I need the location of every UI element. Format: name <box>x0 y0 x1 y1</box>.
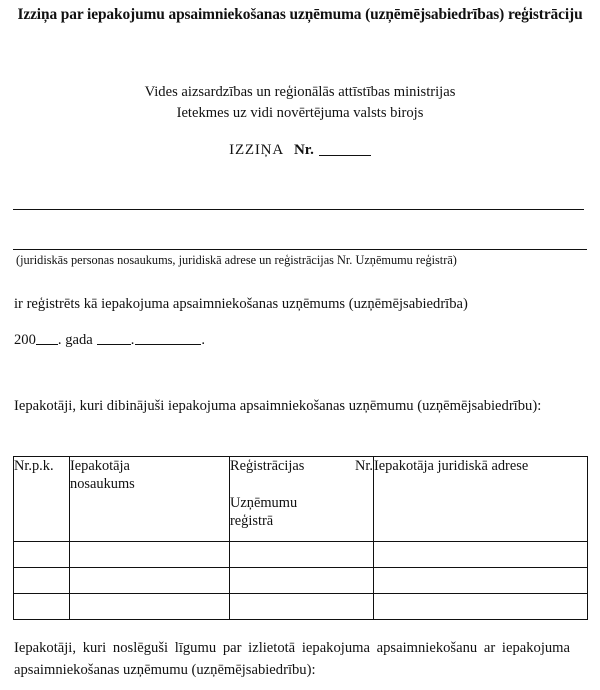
cell-address[interactable] <box>374 542 588 568</box>
cell-name[interactable] <box>70 542 230 568</box>
date-month-input[interactable] <box>135 332 201 345</box>
certificate-number-input[interactable] <box>319 142 371 156</box>
registration-statement: ir reģistrēts kā iepakojuma apsaimniekošanas uzņēmums (uzņēmējsabiedrība) <box>14 296 468 312</box>
table-header-nr: Nr.p.k. <box>14 457 70 542</box>
table-row[interactable] <box>14 542 588 568</box>
certificate-number-label: Nr. <box>293 142 314 158</box>
table-header-reg-line1: Reģistrācijas Nr. <box>230 458 373 474</box>
cell-reg-nr[interactable] <box>230 542 374 568</box>
ministry-block <box>14 82 586 123</box>
cell-nr[interactable] <box>14 568 70 594</box>
entity-fields-caption: (juridiskās personas nosaukums, juridiskā adrese un reģistrācijas Nr. Uzņēmumu reģistrā) <box>16 253 457 267</box>
date-year-input[interactable] <box>36 332 58 345</box>
table-row[interactable] <box>14 594 588 620</box>
founders-section-intro: Iepakotāji, kuri dibinājuši iepakojuma apsaimniekošanas uzņēmumu (uzņēmējsabiedrību): <box>14 398 542 414</box>
cell-address[interactable] <box>374 568 588 594</box>
table-row[interactable] <box>14 568 588 594</box>
date-line <box>14 331 414 351</box>
date-gada-label: . gada <box>57 332 93 348</box>
entity-name-fill-line-1[interactable] <box>13 209 584 210</box>
cell-name[interactable] <box>70 568 230 594</box>
table-header-reg-line3: reģistrā <box>230 513 274 530</box>
table-header-name <box>70 457 230 542</box>
date-separator-dot: . <box>130 332 135 348</box>
page-title: Izziņa par iepakojumu apsaimniekošanas uzņēmuma (uzņēmējsabiedrības) reģistrāciju <box>17 6 583 23</box>
cell-reg-nr[interactable] <box>230 594 374 620</box>
table-header-name-line2: nosaukums <box>70 476 135 493</box>
table-header-reg-line2: Uzņēmumu <box>230 494 298 511</box>
certificate-word: IZZIŅA <box>229 142 284 158</box>
ministry-line-1: Vides aizsardzības un reģionālās attīstības ministrijas <box>144 84 456 100</box>
cell-reg-nr[interactable] <box>230 568 374 594</box>
table-header-row <box>14 457 588 542</box>
date-year-prefix: 200 <box>14 332 36 348</box>
packagers-table <box>13 456 588 620</box>
cell-name[interactable] <box>70 594 230 620</box>
entity-name-fill-line-2[interactable] <box>13 249 587 250</box>
ministry-line-2: Ietekmes uz vidi novērtējuma valsts birojs <box>176 104 424 121</box>
date-trailing-dot: . <box>201 332 206 348</box>
table-body <box>14 542 588 620</box>
contracts-section-intro: Iepakotāji, kuri noslēguši līgumu par izlietotā iepakojuma apsaimniekošanu ar iepakojuma apsaimniekošanas uzņēmumu (uzņēmējsabiedrību): <box>14 640 570 678</box>
table-header-name-line1: Iepakotāja <box>70 458 130 474</box>
table-header-registration-number <box>230 457 374 542</box>
date-day-input[interactable] <box>97 332 131 345</box>
certificate-heading <box>14 142 586 159</box>
table-header-address: Iepakotāja juridiskā adrese <box>374 457 588 542</box>
cell-nr[interactable] <box>14 542 70 568</box>
cell-address[interactable] <box>374 594 588 620</box>
cell-nr[interactable] <box>14 594 70 620</box>
